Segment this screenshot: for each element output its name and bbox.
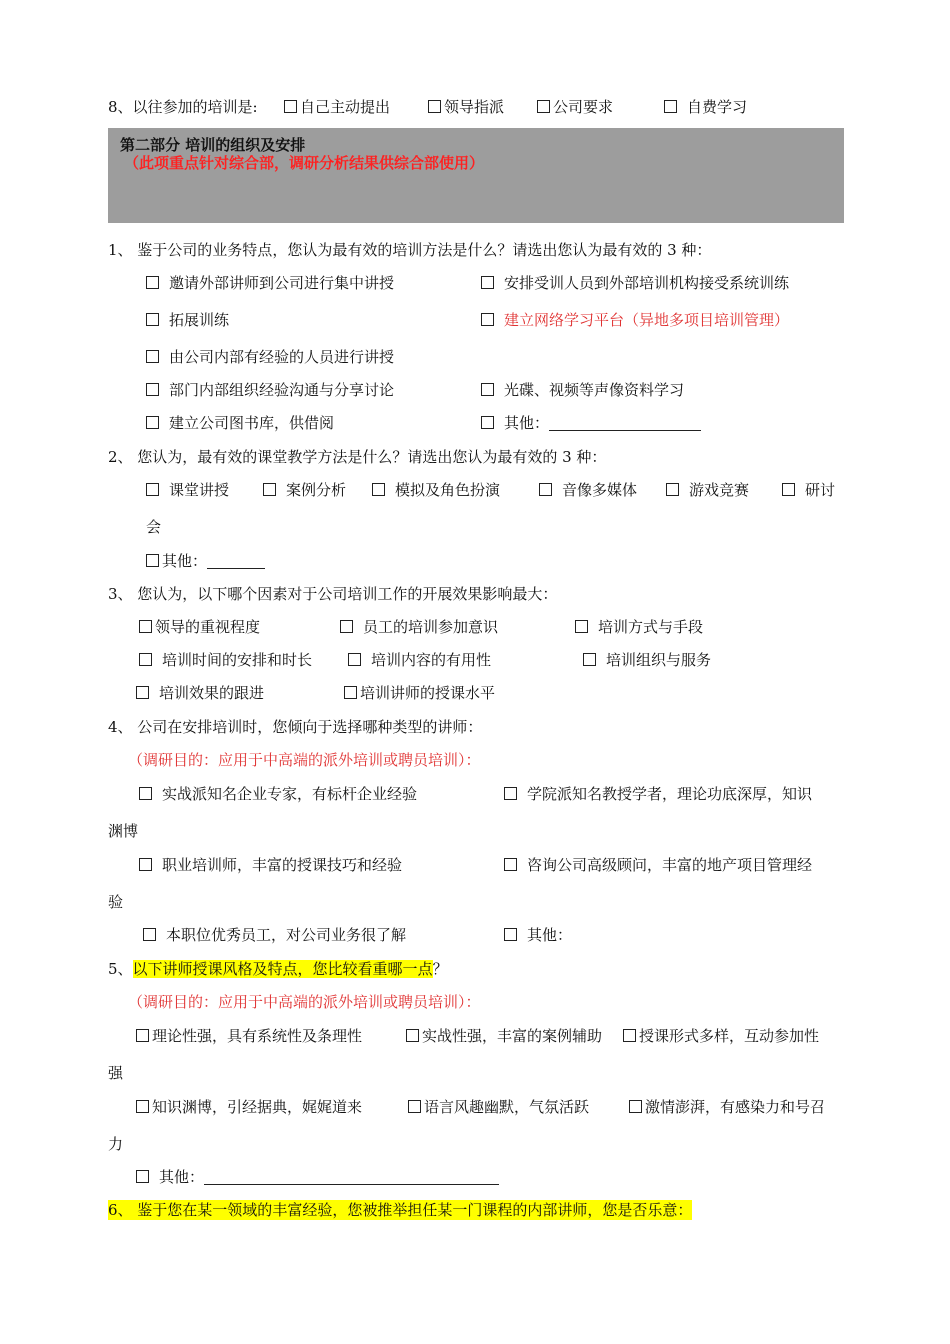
checkbox-icon[interactable]	[146, 313, 159, 326]
checkbox-icon[interactable]	[348, 653, 361, 666]
option-checkbox[interactable]: 员工的培训参加意识	[340, 617, 498, 637]
question-1-text: 1、 鉴于公司的业务特点，您认为最有效的培训方法是什么？请选出您认为最有效的 3 种：	[108, 241, 712, 259]
option-checkbox[interactable]: 授课形式多样，互动参加性	[623, 1026, 819, 1046]
option-wrap-text: 强	[108, 1064, 124, 1082]
option-checkbox[interactable]: 案例分析	[263, 480, 346, 500]
option-checkbox[interactable]: 建立网络学习平台（异地多项目培训管理）	[481, 310, 789, 330]
checkbox-icon[interactable]	[146, 350, 159, 363]
checkbox-icon[interactable]	[146, 416, 159, 429]
checkbox-icon[interactable]	[284, 100, 297, 113]
checkbox-icon[interactable]	[428, 100, 441, 113]
section-title: 第二部分 培训的组织及安排	[120, 136, 306, 154]
question-5-text: 5、以下讲师授课风格及特点，您比较看重哪一点？	[108, 960, 448, 978]
option-checkbox[interactable]: 自费学习	[664, 97, 747, 117]
checkbox-icon[interactable]	[406, 1029, 419, 1042]
option-checkbox[interactable]: 部门内部组织经验沟通与分享讨论	[146, 380, 394, 400]
checkbox-icon[interactable]	[575, 620, 588, 633]
checkbox-icon[interactable]	[629, 1100, 642, 1113]
option-wrap-text: 力	[108, 1135, 124, 1153]
option-checkbox[interactable]: 培训内容的有用性	[348, 650, 491, 670]
other-blank[interactable]	[207, 553, 265, 569]
option-checkbox[interactable]: 其他：	[146, 551, 265, 571]
checkbox-icon[interactable]	[504, 858, 517, 871]
option-checkbox[interactable]: 职业培训师，丰富的授课技巧和经验	[139, 855, 402, 875]
checkbox-icon[interactable]	[504, 928, 517, 941]
option-checkbox[interactable]: 培训效果的跟进	[136, 683, 264, 703]
checkbox-icon[interactable]	[481, 383, 494, 396]
option-checkbox[interactable]: 培训方式与手段	[575, 617, 703, 637]
option-checkbox[interactable]: 咨询公司高级顾问，丰富的地产项目管理经	[504, 855, 812, 875]
option-wrap-text: 验	[108, 893, 124, 911]
option-checkbox[interactable]: 培训时间的安排和时长	[139, 650, 312, 670]
question-3-text: 3、 您认为，以下哪个因素对于公司培训工作的开展效果影响最大：	[108, 585, 558, 603]
option-checkbox[interactable]: 培训讲师的授课水平	[344, 683, 495, 703]
option-checkbox[interactable]: 课堂讲授	[146, 480, 229, 500]
option-checkbox[interactable]: 实战派知名企业专家，有标杆企业经验	[139, 784, 417, 804]
option-checkbox[interactable]: 实战性强，丰富的案例辅助	[406, 1026, 602, 1046]
option-checkbox[interactable]: 领导的重视程度	[139, 617, 260, 637]
checkbox-icon[interactable]	[408, 1100, 421, 1113]
option-checkbox[interactable]: 光碟、视频等声像资料学习	[481, 380, 684, 400]
checkbox-icon[interactable]	[136, 1170, 149, 1183]
checkbox-icon[interactable]	[340, 620, 353, 633]
checkbox-icon[interactable]	[782, 483, 795, 496]
option-checkbox[interactable]: 音像多媒体	[539, 480, 637, 500]
option-checkbox[interactable]: 公司要求	[537, 97, 613, 117]
checkbox-icon[interactable]	[146, 483, 159, 496]
checkbox-icon[interactable]	[623, 1029, 636, 1042]
option-checkbox[interactable]: 领导指派	[428, 97, 504, 117]
checkbox-icon[interactable]	[146, 276, 159, 289]
checkbox-icon[interactable]	[344, 686, 357, 699]
option-checkbox[interactable]: 本职位优秀员工，对公司业务很了解	[143, 925, 406, 945]
checkbox-icon[interactable]	[537, 100, 550, 113]
other-blank[interactable]	[549, 415, 701, 431]
option-checkbox[interactable]: 安排受训人员到外部培训机构接受系统训练	[481, 273, 789, 293]
checkbox-icon[interactable]	[146, 554, 159, 567]
checkbox-icon[interactable]	[666, 483, 679, 496]
checkbox-icon[interactable]	[146, 383, 159, 396]
checkbox-icon[interactable]	[139, 653, 152, 666]
option-wrap-text: 会	[146, 518, 162, 536]
checkbox-icon[interactable]	[136, 1029, 149, 1042]
option-checkbox[interactable]: 拓展训练	[146, 310, 229, 330]
option-checkbox[interactable]: 语言风趣幽默，气氛活跃	[408, 1097, 589, 1117]
checkbox-icon[interactable]	[139, 620, 152, 633]
checkbox-icon[interactable]	[664, 100, 677, 113]
section-header	[108, 128, 844, 223]
question-2-text: 2、 您认为，最有效的课堂教学方法是什么？请选出您认为最有效的 3 种：	[108, 448, 607, 466]
section-subtitle: （此项重点针对综合部，调研分析结果供综合部使用）	[124, 154, 485, 172]
option-checkbox[interactable]: 培训组织与服务	[583, 650, 711, 670]
question-8-text: 8、以往参加的培训是:	[108, 98, 258, 116]
checkbox-icon[interactable]	[143, 928, 156, 941]
checkbox-icon[interactable]	[136, 686, 149, 699]
option-checkbox[interactable]: 模拟及角色扮演	[372, 480, 500, 500]
checkbox-icon[interactable]	[372, 483, 385, 496]
option-checkbox[interactable]: 其他：	[481, 413, 701, 433]
checkbox-icon[interactable]	[136, 1100, 149, 1113]
option-checkbox[interactable]: 自己主动提出	[284, 97, 390, 117]
option-wrap-text: 渊博	[108, 822, 139, 840]
option-checkbox[interactable]: 游戏竞赛	[666, 480, 749, 500]
checkbox-icon[interactable]	[263, 483, 276, 496]
option-checkbox[interactable]: 邀请外部讲师到公司进行集中讲授	[146, 273, 394, 293]
option-checkbox[interactable]: 理论性强，具有系统性及条理性	[136, 1026, 362, 1046]
other-blank[interactable]	[204, 1169, 499, 1185]
checkbox-icon[interactable]	[481, 276, 494, 289]
question-4-note: （调研目的：应用于中高端的派外培训或聘员培训）：	[128, 751, 481, 769]
question-5-note: （调研目的：应用于中高端的派外培训或聘员培训）：	[128, 993, 481, 1011]
checkbox-icon[interactable]	[139, 858, 152, 871]
option-checkbox[interactable]: 研讨	[782, 480, 835, 500]
option-checkbox[interactable]: 其他：	[504, 925, 572, 945]
option-checkbox[interactable]: 激情澎湃，有感染力和号召	[629, 1097, 825, 1117]
checkbox-icon[interactable]	[504, 787, 517, 800]
option-checkbox[interactable]: 建立公司图书库，供借阅	[146, 413, 334, 433]
option-checkbox[interactable]: 由公司内部有经验的人员进行讲授	[146, 347, 394, 367]
option-checkbox[interactable]: 其他：	[136, 1167, 499, 1187]
checkbox-icon[interactable]	[481, 313, 494, 326]
checkbox-icon[interactable]	[139, 787, 152, 800]
question-4-text: 4、 公司在安排培训时，您倾向于选择哪种类型的讲师：	[108, 718, 483, 736]
checkbox-icon[interactable]	[481, 416, 494, 429]
checkbox-icon[interactable]	[583, 653, 596, 666]
checkbox-icon[interactable]	[539, 483, 552, 496]
option-checkbox[interactable]: 学院派知名教授学者，理论功底深厚，知识	[504, 784, 812, 804]
question-6-text: 6、 鉴于您在某一领域的丰富经验，您被推举担任某一门课程的内部讲师，您是否乐意：	[108, 1201, 693, 1219]
option-checkbox[interactable]: 知识渊博，引经据典，娓娓道来	[136, 1097, 362, 1117]
